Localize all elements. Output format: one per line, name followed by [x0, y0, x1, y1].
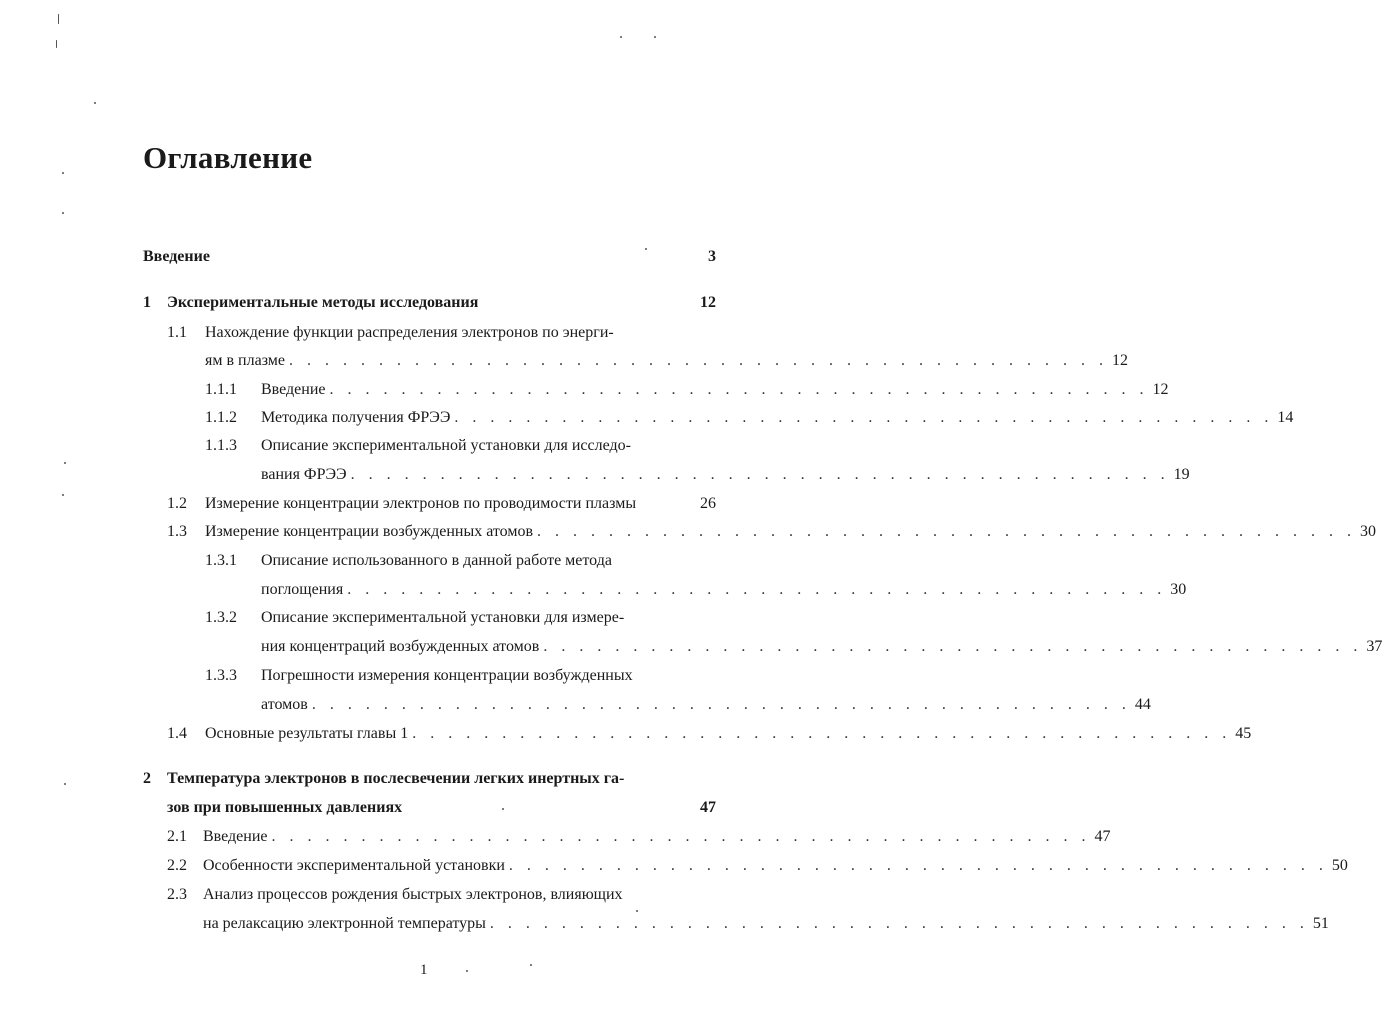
toc-entry-text-continued: ям в плазме — [205, 352, 286, 369]
toc-entry-number: 2 — [143, 770, 151, 787]
dot-leader: . . . . . . . . . . . . . . . . . . . . . . . . . . . . . . . . . . . . . . . . . . . . . . — [489, 915, 1309, 932]
toc-entry-page: 30 — [1360, 523, 1377, 540]
toc-entry-text-continued: поглощения — [261, 581, 344, 598]
toc-entry-text: Температура электронов в послесвечении легких инертных га- — [167, 770, 625, 787]
toc-entry-number: 2.2 — [167, 857, 187, 874]
page-title: Оглавление — [143, 140, 313, 175]
toc-entry-1-1-3[interactable] — [205, 437, 716, 455]
toc-entry-page: 12 — [700, 294, 716, 311]
dot-leader: . . . . . . . . . . . . . . . . . . . . . . . . . . . . . . . . . . . . . . . . . . . . . . — [412, 725, 1232, 742]
toc-entry-number: 2.1 — [167, 828, 187, 845]
toc-entry-text-continued: на релаксацию электронной температуры — [203, 915, 486, 932]
toc-entry-page: 30 — [1170, 581, 1187, 598]
toc-entry-1-3-1-cont[interactable] — [261, 581, 1187, 599]
scan-speck — [62, 212, 64, 214]
toc-entry-2-3[interactable] — [167, 886, 716, 904]
toc-entry-number: 1.1.1 — [205, 381, 237, 398]
dot-leader: . . . . . . . . . . . . . . . . . . . . . . . . . . . . . . . . . . . . . . . . . . . . . . — [543, 638, 1363, 655]
toc-entry-page: 12 — [1152, 381, 1169, 398]
toc-entry-number: 1.1.3 — [205, 437, 237, 454]
scan-speck — [530, 964, 532, 966]
toc-entry-text: Основные результаты главы 1 — [205, 725, 409, 742]
toc-entry-1-3-2[interactable] — [205, 609, 716, 627]
scan-speck — [58, 14, 59, 24]
dot-leader: . . . . . . . . . . . . . . . . . . . . . . . . . . . . . . . . . . . . . . . . . . . . . . — [508, 857, 1328, 874]
toc-entry-number: 2.3 — [167, 886, 187, 903]
scan-speck — [645, 248, 647, 250]
scan-speck — [466, 970, 468, 972]
toc-entry-page: 14 — [1277, 409, 1294, 426]
toc-entry-page: 3 — [708, 248, 716, 265]
page-number: 1 — [420, 962, 428, 978]
dot-leader: . . . . . . . . . . . . . . . . . . . . . . . . . . . . . . . . . . . . . . . . . . . . . . — [350, 466, 1170, 483]
dot-leader: . . . . . . . . . . . . . . . . . . . . . . . . . . . . . . . . . . . . . . . . . . . . . . — [537, 523, 1357, 540]
toc-entry-chapter-1[interactable] — [143, 294, 716, 312]
toc-entry-text: Методика получения ФРЭЭ — [261, 409, 451, 426]
toc-entry-text: Введение — [143, 248, 210, 265]
toc-entry-1-3-3[interactable] — [205, 667, 716, 685]
toc-entry-page: 50 — [1331, 857, 1348, 874]
toc-entry-text: Описание экспериментальной установки для измере- — [261, 609, 625, 626]
toc-entry-1-4[interactable] — [167, 725, 1252, 743]
toc-entry-1-3-1[interactable] — [205, 552, 716, 570]
toc-entry-text-continued: зов при повышенных давлениях — [167, 799, 403, 816]
toc-entry-1-2[interactable] — [167, 495, 716, 513]
toc-entry-2-1[interactable] — [167, 828, 1111, 846]
toc-entry-text: Экспериментальные методы исследования — [167, 294, 479, 311]
dot-leader: . . . . . . . . . . . . . . . . . . . . . . . . . . . . . . . . . . . . . . . . . . . . . . — [347, 581, 1167, 598]
toc-entry-2-2[interactable] — [167, 857, 1348, 875]
toc-entry-1-3[interactable] — [167, 523, 1377, 541]
toc-entry-1-1-1[interactable] — [205, 381, 1169, 399]
toc-entry-page: 47 — [700, 799, 716, 816]
scan-speck — [636, 910, 638, 912]
toc-entry-text: Описание использованного в данной работе метода — [261, 552, 612, 569]
dot-leader: . . . . . . . . . . . . . . . . . . . . . . . . . . . . . . . . . . . . . . . . . . . . . . — [311, 696, 1131, 713]
toc-entry-introduction[interactable] — [143, 248, 716, 266]
toc-entry-text: Погрешности измерения концентрации возбужденных — [261, 667, 633, 684]
toc-entry-text: Введение — [261, 381, 326, 398]
toc-entry-page: 45 — [1235, 725, 1252, 742]
toc-entry-number: 1.3.3 — [205, 667, 237, 684]
toc-entry-1-3-2-cont[interactable] — [261, 638, 1382, 656]
toc-entry-1-3-3-cont[interactable] — [261, 696, 1151, 714]
toc-entry-text: Нахождение функции распределения электронов по энерги- — [205, 324, 614, 341]
toc-entry-page: 44 — [1134, 696, 1151, 713]
toc-entry-number: 1.2 — [167, 495, 187, 512]
toc-entry-2-3-cont[interactable] — [203, 915, 1329, 933]
scan-speck — [620, 36, 622, 38]
toc-entry-text: Анализ процессов рождения быстрых электронов, влияющих — [203, 886, 623, 903]
toc-entry-text-continued: вания ФРЭЭ — [261, 466, 347, 483]
toc-entry-page: 47 — [1094, 828, 1111, 845]
toc-entry-number: 1.4 — [167, 725, 187, 742]
scan-speck — [654, 36, 656, 38]
dot-leader: . . . . . . . . . . . . . . . . . . . . . . . . . . . . . . . . . . . . . . . . . . . . . . — [271, 828, 1091, 845]
scan-speck — [502, 808, 504, 810]
dot-leader: . . . . . . . . . . . . . . . . . . . . . . . . . . . . . . . . . . . . . . . . . . . . . . — [329, 381, 1149, 398]
toc-entry-1-1-3-cont[interactable] — [261, 466, 1190, 484]
toc-entry-text-continued: атомов — [261, 696, 308, 713]
toc-entry-chapter-2[interactable] — [143, 770, 716, 788]
toc-entry-number: 1.3 — [167, 523, 187, 540]
toc-entry-page: 26 — [700, 495, 716, 512]
toc-entry-text: Измерение концентрации электронов по проводимости плазмы — [205, 495, 637, 512]
dot-leader: . . . . . . . . . . . . . . . . . . . . . . . . . . . . . . . . . . . . . . . . . . . . . . — [289, 352, 1109, 369]
toc-entry-chapter-2-cont[interactable] — [167, 799, 716, 817]
toc-entry-text: Описание экспериментальной установки для исследо- — [261, 437, 631, 454]
toc-entry-1-1[interactable] — [167, 324, 716, 342]
toc-entry-number: 1.3.1 — [205, 552, 237, 569]
scan-speck — [94, 102, 96, 104]
dot-leader: . . . . . . . . . . . . . . . . . . . . . . . . . . . . . . . . . . . . . . . . . . . . . . — [454, 409, 1274, 426]
scan-speck — [62, 494, 64, 496]
toc-entry-page: 51 — [1312, 915, 1329, 932]
scan-speck — [56, 40, 57, 48]
toc-entry-text: Особенности экспериментальной установки — [203, 857, 505, 874]
toc-entry-number: 1 — [143, 294, 151, 311]
scan-speck — [64, 462, 66, 464]
toc-entry-number: 1.1 — [167, 324, 187, 341]
toc-entry-text-continued: ния концентраций возбужденных атомов — [261, 638, 540, 655]
toc-entry-page: 19 — [1173, 466, 1190, 483]
toc-entry-page: 12 — [1112, 352, 1129, 369]
toc-entry-1-1-2[interactable] — [205, 409, 1294, 427]
scan-speck — [62, 172, 64, 174]
toc-entry-1-1-cont[interactable] — [205, 352, 1129, 370]
toc-entry-text: Введение — [203, 828, 268, 845]
toc-entry-text: Измерение концентрации возбужденных атомов — [205, 523, 534, 540]
toc-entry-page: 37 — [1366, 638, 1382, 655]
toc-entry-number: 1.3.2 — [205, 609, 237, 626]
toc-entry-number: 1.1.2 — [205, 409, 237, 426]
scan-speck — [64, 783, 66, 785]
